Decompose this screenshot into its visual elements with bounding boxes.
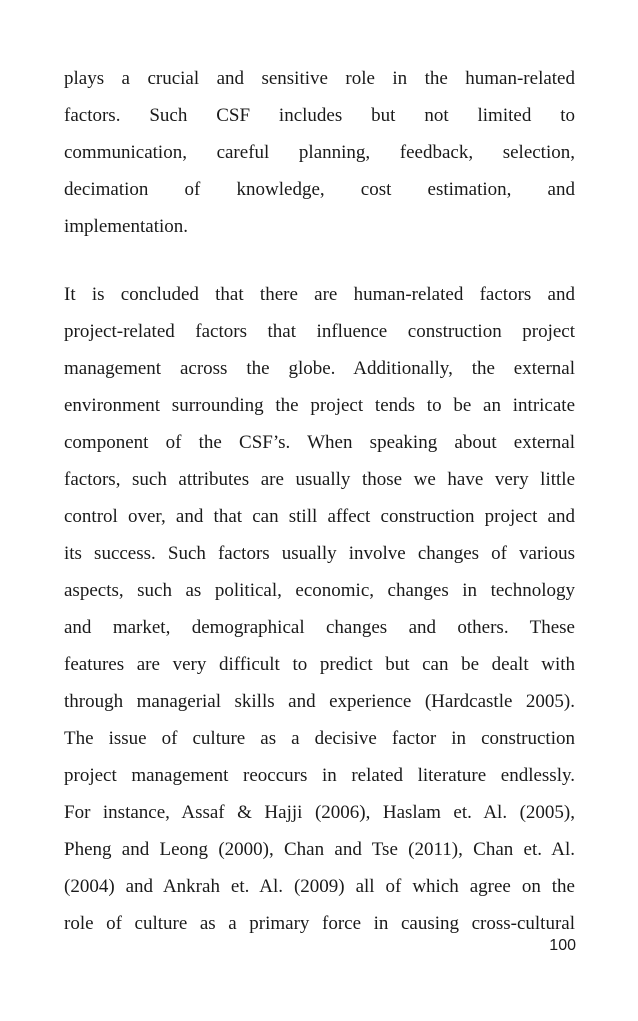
text-line: plays a crucial and sensitive role in the human-related — [64, 68, 575, 89]
text-line: It is concluded that there are human-related factors and — [64, 284, 575, 305]
text-line: environment surrounding the project tends to be an intricate — [64, 395, 575, 416]
text-line: aspects, such as political, economic, changes in technology — [64, 580, 575, 601]
text-line: factors. Such CSF includes but not limited to — [64, 105, 575, 126]
text-line: The issue of culture as a decisive factor in construction — [64, 728, 575, 749]
text-line: Pheng and Leong (2000), Chan and Tse (2011), Chan et. Al. — [64, 839, 575, 860]
page-number: 100 — [549, 937, 576, 954]
text-line: For instance, Assaf & Hajji (2006), Haslam et. Al. (2005), — [64, 802, 575, 823]
text-line: implementation. — [64, 216, 189, 237]
text-line: through managerial skills and experience (Hardcastle 2005). — [64, 691, 575, 712]
text-line: project management reoccurs in related literature endlessly. — [64, 765, 575, 786]
text-line: features are very difficult to predict but can be dealt with — [64, 654, 575, 675]
text-line: component of the CSF’s. When speaking about external — [64, 432, 575, 453]
text-line: communication, careful planning, feedback, selection, — [64, 142, 575, 163]
text-line: decimation of knowledge, cost estimation, and — [64, 179, 575, 200]
text-line: project-related factors that influence construction project — [64, 321, 575, 342]
text-line: and market, demographical changes and others. These — [64, 617, 575, 638]
text-line: role of culture as a primary force in causing cross-cultural — [64, 913, 575, 934]
text-line: management across the globe. Additionally, the external — [64, 358, 575, 379]
paragraph-1 — [64, 60, 575, 245]
text-line: control over, and that can still affect construction project and — [64, 506, 575, 527]
text-line: factors, such attributes are usually those we have very little — [64, 469, 575, 490]
text-line: (2004) and Ankrah et. Al. (2009) all of which agree on the — [64, 876, 575, 897]
text-line: its success. Such factors usually involve changes of various — [64, 543, 575, 564]
paragraph-2 — [64, 276, 575, 942]
